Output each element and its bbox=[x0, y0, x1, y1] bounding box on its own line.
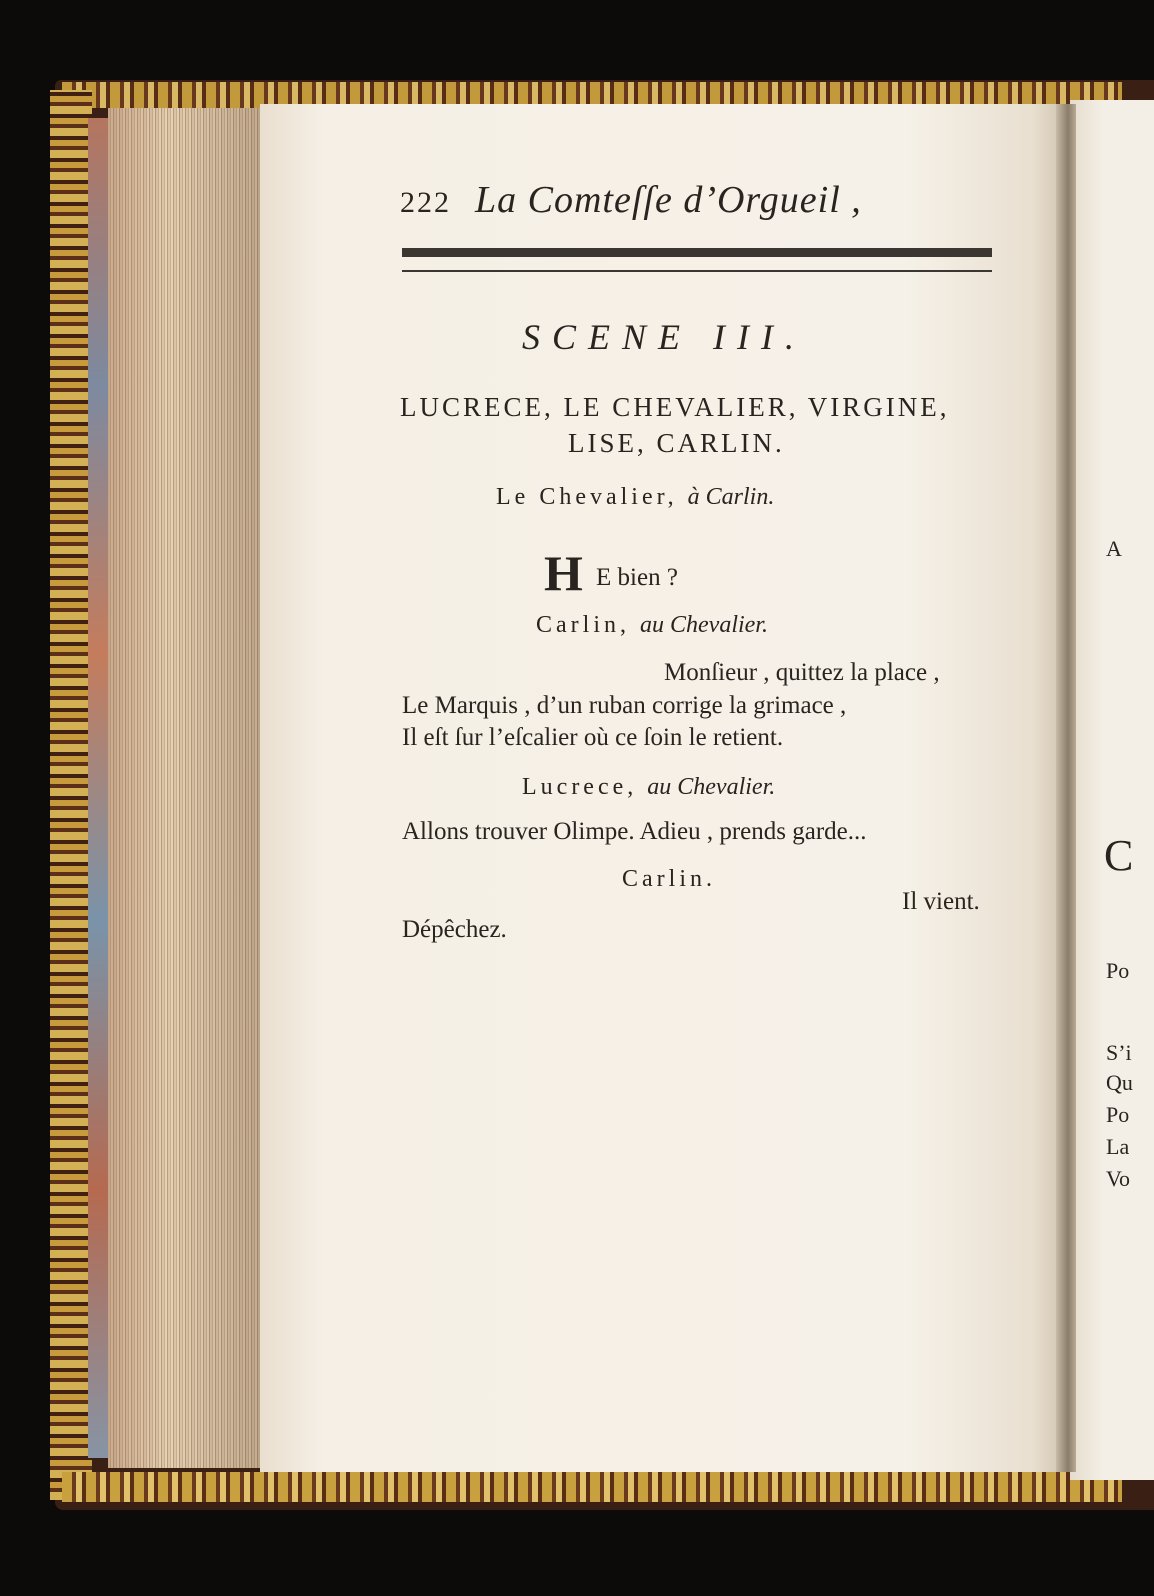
header-rule-thick bbox=[402, 248, 992, 257]
verse-line: Le Marquis , d’un ruban corrige la grimace , bbox=[402, 692, 847, 719]
facing-page-fragment: A bbox=[1106, 536, 1122, 561]
stage-direction: au Chevalier. bbox=[640, 612, 768, 638]
verse-line: Il eſt ſur l’eſcalier où ce ſoin le retient. bbox=[402, 724, 784, 751]
speaker-heading bbox=[536, 612, 768, 639]
running-title: La Comteſſe d’Orgueil , bbox=[475, 179, 862, 221]
speaker-name: Le Chevalier, bbox=[496, 484, 678, 510]
running-header bbox=[400, 178, 862, 222]
facing-page bbox=[1070, 100, 1154, 1480]
speaker-name: Lucrece, bbox=[522, 774, 638, 800]
facing-page-fragment: S’i bbox=[1106, 1040, 1132, 1065]
verse-line: Il vient. bbox=[902, 888, 980, 915]
gilt-border-left bbox=[50, 90, 92, 1500]
page-number: 222 bbox=[400, 186, 451, 219]
speaker-name: Carlin, bbox=[536, 612, 630, 638]
facing-page-fragment: La bbox=[1106, 1134, 1130, 1159]
dialogue-line: E bien ? bbox=[596, 564, 678, 591]
cast-list-line-2: LISE, CARLIN. bbox=[568, 428, 785, 458]
facing-page-fragment: Vo bbox=[1106, 1166, 1131, 1191]
facing-page-fragment: C bbox=[1104, 831, 1134, 880]
page-gutter bbox=[1056, 104, 1076, 1472]
verse-line: Allons trouver Olimpe. Adieu , prends garde... bbox=[402, 818, 867, 845]
speaker-heading bbox=[522, 774, 775, 801]
cast-list-line-1: LUCRECE, LE CHEVALIER, VIRGINE, bbox=[400, 392, 950, 422]
marbled-edge bbox=[88, 118, 110, 1458]
verse-line: Dépêchez. bbox=[402, 916, 507, 943]
page-edges-shade bbox=[108, 108, 260, 1468]
stage-direction: à Carlin. bbox=[687, 484, 775, 510]
drop-capital: H bbox=[544, 545, 583, 601]
scene-heading: SCENE III. bbox=[522, 317, 806, 357]
facing-page-fragment: Po bbox=[1106, 1102, 1130, 1127]
speaker-heading bbox=[622, 866, 716, 893]
facing-page-fragment: Qu bbox=[1106, 1070, 1133, 1095]
facing-page-fragment: Po bbox=[1106, 958, 1130, 983]
stage-direction: au Chevalier. bbox=[647, 774, 776, 800]
speaker-heading bbox=[496, 484, 774, 511]
gilt-border-bottom bbox=[62, 1472, 1122, 1502]
speaker-name: Carlin. bbox=[622, 866, 716, 892]
header-rule-thin bbox=[402, 270, 992, 272]
verse-line: Monſieur , quittez la place , bbox=[664, 659, 940, 686]
